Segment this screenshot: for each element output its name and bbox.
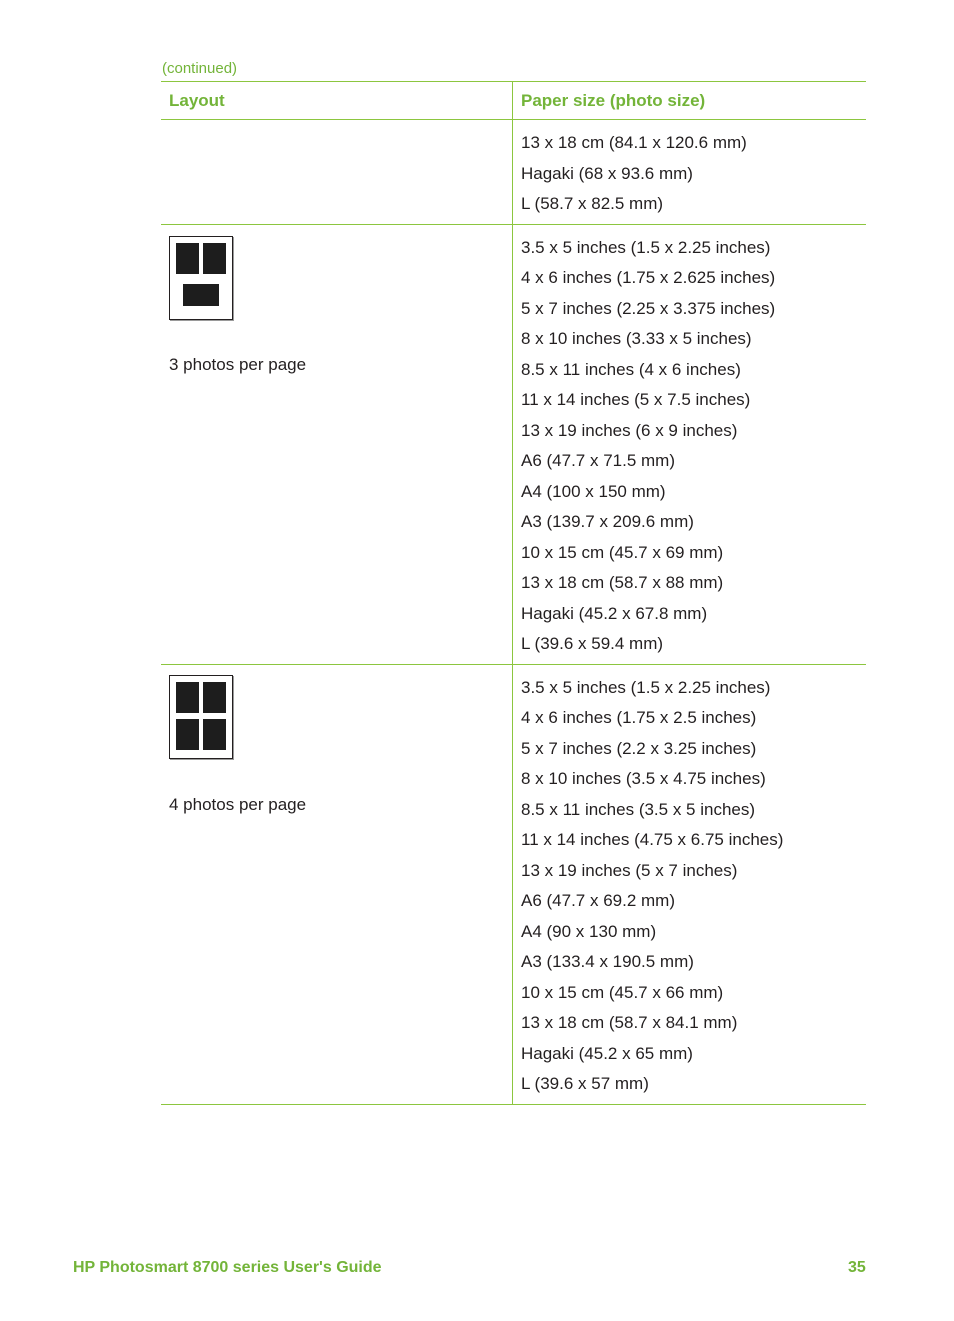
footer-guide-title: HP Photosmart 8700 series User's Guide bbox=[73, 1259, 382, 1276]
four-photos-layout-icon bbox=[169, 675, 233, 759]
paper-size-item: 13 x 19 inches (6 x 9 inches) bbox=[521, 420, 738, 440]
paper-size-item: 3.5 x 5 inches (1.5 x 2.25 inches) bbox=[521, 237, 771, 257]
paper-size-cell bbox=[513, 120, 866, 224]
paper-size-item: 13 x 18 cm (58.7 x 88 mm) bbox=[521, 573, 724, 592]
paper-size-item: 13 x 18 cm (58.7 x 84.1 mm) bbox=[521, 1013, 738, 1032]
layout-cell bbox=[161, 120, 513, 224]
paper-size-item: L (39.6 x 57 mm) bbox=[521, 1074, 649, 1093]
header-layout: Layout bbox=[161, 82, 513, 119]
layout-label: 3 photos per page bbox=[169, 354, 307, 374]
paper-size-item: 11 x 14 inches (5 x 7.5 inches) bbox=[521, 390, 751, 409]
paper-size-item: A3 (133.4 x 190.5 mm) bbox=[521, 952, 694, 971]
paper-size-item: 5 x 7 inches (2.25 x 3.375 inches) bbox=[521, 298, 776, 318]
three-photos-layout-icon bbox=[169, 236, 233, 320]
continued-label: (continued) bbox=[162, 60, 238, 77]
paper-size-cell bbox=[513, 225, 866, 664]
paper-size-item: A6 (47.7 x 71.5 mm) bbox=[521, 451, 676, 470]
table-row bbox=[161, 225, 866, 665]
paper-size-item: 8.5 x 11 inches (3.5 x 5 inches) bbox=[521, 799, 756, 819]
table-row bbox=[161, 665, 866, 1105]
paper-size-item: 8 x 10 inches (3.33 x 5 inches) bbox=[521, 329, 752, 348]
table-header-row bbox=[161, 82, 866, 120]
paper-size-item: L (39.6 x 59.4 mm) bbox=[521, 634, 664, 653]
table-row bbox=[161, 120, 866, 225]
paper-size-item: 10 x 15 cm (45.7 x 69 mm) bbox=[521, 542, 724, 562]
paper-size-item: 3.5 x 5 inches (1.5 x 2.25 inches) bbox=[521, 677, 771, 697]
paper-size-item: A3 (139.7 x 209.6 mm) bbox=[521, 512, 694, 531]
header-paper-size: Paper size (photo size) bbox=[521, 91, 706, 110]
paper-size-item: A4 (100 x 150 mm) bbox=[521, 481, 666, 501]
paper-size-item: 10 x 15 cm (45.7 x 66 mm) bbox=[521, 982, 724, 1002]
paper-size-item: A6 (47.7 x 69.2 mm) bbox=[521, 891, 676, 910]
paper-size-item: 5 x 7 inches (2.2 x 3.25 inches) bbox=[521, 738, 757, 758]
layout-label: 4 photos per page bbox=[169, 794, 307, 814]
page-number: 35 bbox=[848, 1259, 866, 1276]
paper-size-item: Hagaki (68 x 93.6 mm) bbox=[521, 163, 693, 183]
paper-size-item: 8 x 10 inches (3.5 x 4.75 inches) bbox=[521, 769, 766, 788]
paper-size-item: 13 x 19 inches (5 x 7 inches) bbox=[521, 860, 738, 880]
paper-size-item: Hagaki (45.2 x 67.8 mm) bbox=[521, 603, 708, 623]
paper-size-item: A4 (90 x 130 mm) bbox=[521, 921, 657, 941]
paper-size-item: 11 x 14 inches (4.75 x 6.75 inches) bbox=[521, 830, 784, 849]
paper-size-item: L (58.7 x 82.5 mm) bbox=[521, 194, 664, 213]
layout-cell bbox=[161, 665, 513, 1104]
paper-size-item: 13 x 18 cm (84.1 x 120.6 mm) bbox=[521, 133, 747, 152]
paper-size-item: Hagaki (45.2 x 65 mm) bbox=[521, 1043, 693, 1063]
layout-cell bbox=[161, 225, 513, 664]
paper-size-cell bbox=[513, 665, 866, 1104]
layout-paper-size-table bbox=[161, 81, 866, 1105]
paper-size-item: 4 x 6 inches (1.75 x 2.625 inches) bbox=[521, 268, 776, 287]
paper-size-item: 4 x 6 inches (1.75 x 2.5 inches) bbox=[521, 708, 757, 727]
paper-size-item: 8.5 x 11 inches (4 x 6 inches) bbox=[521, 359, 741, 379]
